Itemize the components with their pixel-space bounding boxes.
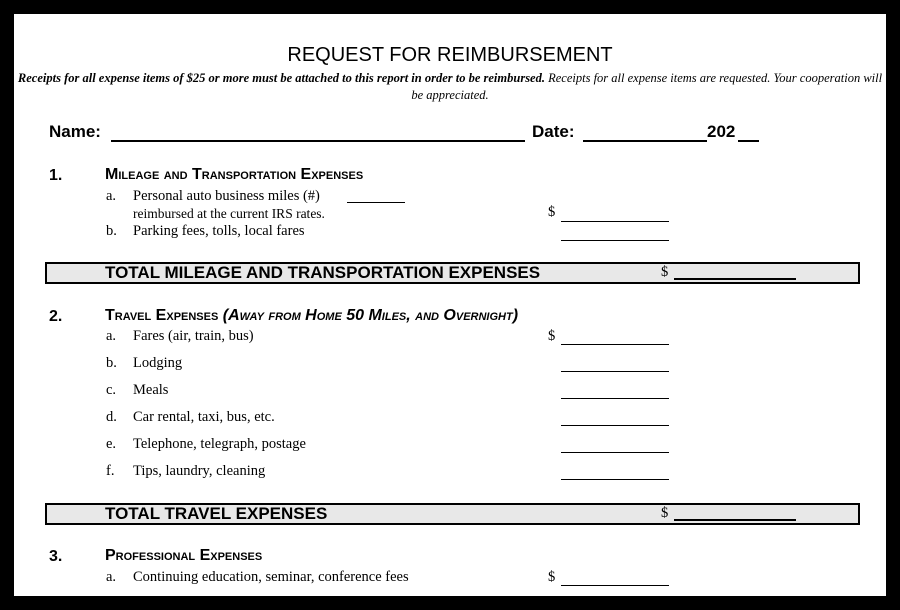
section-2-title-note: (Away from Home 50 Miles, and Overnight) [222, 307, 519, 324]
education-amount-field[interactable] [561, 585, 669, 586]
receipts-note-required: Receipts for all expense items of $25 or more must be attached to this report in order to be reimbursed. [17, 71, 545, 85]
fares-amount-field[interactable] [561, 344, 669, 345]
receipts-note-requested: Receipts for all expense items are requested. Your cooperation will be appreciated. [411, 71, 883, 102]
form-title: REQUEST FOR REIMBURSEMENT [287, 44, 613, 66]
section-3-number: 3. [49, 548, 63, 565]
list-item [106, 463, 265, 480]
telephone-amount-field[interactable] [561, 452, 669, 453]
parking-amount-field[interactable] [561, 240, 669, 241]
section-1-number: 1. [49, 167, 63, 184]
item-label: Meals [133, 382, 169, 398]
section-2-title-main: Travel Expenses [105, 307, 219, 324]
section-2-number: 2. [49, 308, 63, 325]
total-travel-field[interactable] [674, 519, 796, 521]
section-1-title: Mileage and Transportation Expenses [105, 166, 364, 183]
item-letter: e. [106, 436, 117, 452]
item-label: Fares (air, train, bus) [133, 328, 254, 344]
mileage-amount-field[interactable] [561, 221, 669, 222]
total-mileage-label: TOTAL MILEAGE AND TRANSPORTATION EXPENSES [105, 263, 541, 282]
total-mileage-field[interactable] [674, 278, 796, 280]
dollar-sign: $ [548, 204, 556, 220]
item-letter: f. [106, 463, 115, 479]
total-travel-box [45, 503, 860, 525]
total-mileage-box [45, 262, 860, 284]
item-label: Personal auto business miles (#) [133, 188, 320, 204]
list-item [106, 328, 254, 345]
list-item [106, 382, 168, 399]
receipts-note [14, 70, 886, 104]
item-label: Continuing education, seminar, conference fees [133, 569, 409, 585]
item-letter: c. [106, 382, 117, 398]
item-label: Tips, laundry, cleaning [133, 463, 266, 479]
list-item [106, 223, 305, 240]
meals-amount-field[interactable] [561, 398, 669, 399]
lodging-amount-field[interactable] [561, 371, 669, 372]
item-sublabel: reimbursed at the current IRS rates. [133, 206, 325, 221]
date-year-field[interactable] [738, 140, 759, 142]
total-travel-label: TOTAL TRAVEL EXPENSES [105, 504, 328, 523]
item-letter: b. [106, 223, 117, 239]
list-item [106, 355, 182, 372]
name-label: Name: [49, 122, 101, 141]
list-item [106, 569, 409, 586]
dollar-sign: $ [661, 264, 669, 280]
dollar-sign: $ [548, 328, 556, 344]
item-letter: a. [106, 328, 117, 344]
item-letter: b. [106, 355, 117, 371]
item-letter: a. [106, 569, 117, 585]
item-letter: d. [106, 409, 117, 425]
item-label: Parking fees, tolls, local fares [133, 223, 305, 239]
car-rental-amount-field[interactable] [561, 425, 669, 426]
item-label: Car rental, taxi, bus, etc. [133, 409, 275, 425]
list-item [106, 409, 275, 426]
list-item [106, 436, 306, 453]
item-letter: a. [106, 188, 117, 204]
name-field[interactable] [111, 140, 525, 142]
miles-count-field[interactable] [347, 202, 405, 203]
list-item [106, 188, 320, 205]
date-label: Date: [532, 122, 575, 141]
item-label: Telephone, telegraph, postage [133, 436, 306, 452]
tips-amount-field[interactable] [561, 479, 669, 480]
item-label: Lodging [133, 355, 183, 371]
dollar-sign: $ [661, 505, 669, 521]
date-year-prefix: 202 [707, 122, 736, 141]
date-field[interactable] [583, 140, 707, 142]
reimbursement-form-page [14, 14, 886, 596]
section-3-title: Professional Expenses [105, 547, 263, 564]
dollar-sign: $ [548, 569, 556, 585]
section-2-title [105, 307, 518, 325]
